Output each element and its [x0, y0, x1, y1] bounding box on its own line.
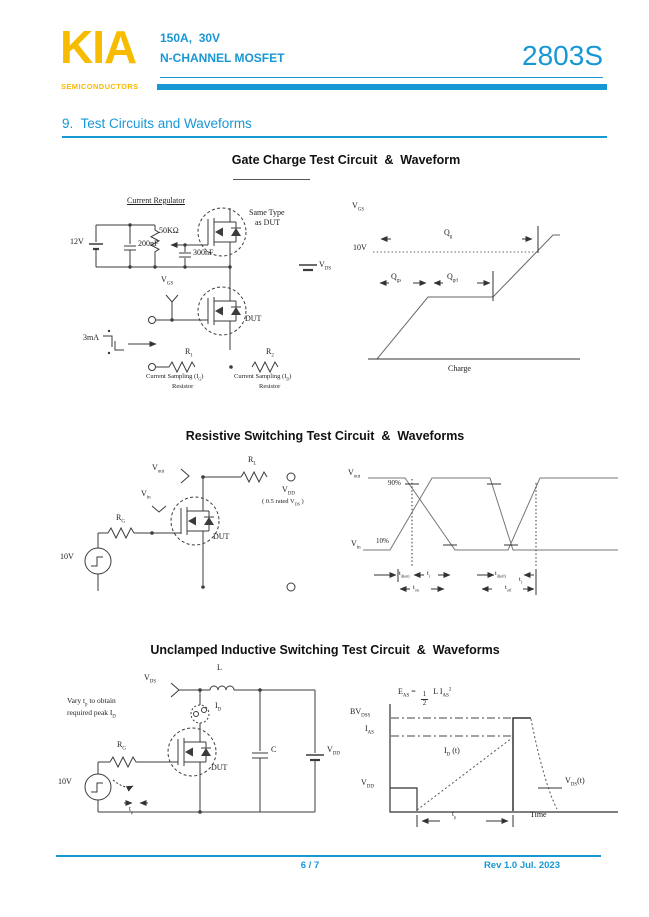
fig1-title: Gate Charge Test Circuit & Waveform	[231, 153, 461, 167]
label-bvdss: $BV_{DSS}$	[350, 707, 371, 719]
label-300nf: 300nF	[193, 248, 214, 257]
label-dut3: DUT	[211, 763, 228, 772]
label-200nf: 200nF	[138, 239, 159, 248]
label-cap-c: C	[271, 745, 277, 754]
fig3-title: Unclamped Inductive Switching Test Circuit & Waveforms	[150, 643, 500, 657]
label-tr: $t_r$	[427, 570, 431, 579]
label-toff: $t_{off}$	[505, 584, 512, 593]
label-wave1-vgs: $V_{GS}$	[352, 201, 365, 213]
label-vdd3: $V_{DD}$	[327, 745, 340, 757]
label-resistor2: Resistor	[259, 383, 281, 390]
label-current-sampling-ig: Current Sampling $(I_G)$	[146, 373, 204, 382]
label-tp-circuit: $t_p$	[129, 805, 134, 815]
label-10pct: 10%	[376, 537, 389, 545]
label-qgs: $Q_{gs}$	[391, 272, 402, 284]
label-50k: 50KΩ	[159, 226, 179, 235]
device-rating: 150A, 30V	[160, 31, 221, 45]
label-required-peak: required peak $I_D$	[67, 708, 116, 720]
label-as-dut: as DUT	[255, 218, 281, 227]
label-id-probe: $I_D$	[215, 701, 222, 713]
logo-subtitle: SEMICONDUCTORS	[61, 82, 139, 91]
page-number: 6 / 7	[300, 860, 320, 871]
label-ton: $t_{on}$	[413, 584, 419, 593]
label-dut2: DUT	[213, 532, 230, 541]
device-type: N-CHANNEL MOSFET	[160, 51, 285, 65]
label-td-on: $t_{d(on)}$	[399, 570, 410, 579]
resistive-switching-circuit	[85, 469, 295, 591]
label-dut1: DUT	[245, 314, 262, 323]
label-r2: $R_2$	[266, 347, 274, 359]
kia-logo: KIA	[60, 21, 137, 73]
label-eas-formula: $E_{AS}$ = $\frac{1}{2}$ L $I_{AS}^2$	[398, 686, 452, 707]
label-12v: 12V	[70, 237, 84, 246]
label-rg3: $R_G$	[117, 740, 126, 752]
label-10v2: 10V	[60, 552, 74, 561]
section-title: 9. Test Circuits and Waveforms	[62, 116, 252, 131]
label-vin: $V_{in}$	[141, 489, 151, 501]
label-rated-vds: ( 0.5 rated $V_{DS}$ )	[262, 498, 304, 507]
label-vdd2: $V_{DD}$	[282, 485, 295, 497]
revision: Rev 1.0 Jul. 2023	[483, 860, 560, 871]
label-td-off: $t_{d(off)}$	[495, 570, 507, 579]
gate-charge-waveform	[368, 226, 580, 359]
uis-waveform	[390, 704, 618, 827]
label-resistor1: Resistor	[172, 383, 194, 390]
label-same-type: Same Type	[249, 208, 285, 217]
label-vout: $V_{out}$	[152, 463, 165, 475]
label-wave1-10v: 10V	[353, 243, 367, 252]
fig2-title: Resistive Switching Test Circuit & Waveforms	[185, 429, 465, 443]
label-vgs: $V_{GS}$	[161, 275, 174, 287]
label-vds3: $V_{DS}$	[144, 673, 157, 685]
label-ias: $I_{AS}$	[365, 724, 375, 736]
label-qgd: $Q_{gd}$	[447, 272, 458, 284]
label-10v3: 10V	[58, 777, 72, 786]
label-rl: $R_L$	[248, 455, 257, 467]
label-wave3-vdd: $V_{DD}$	[361, 778, 374, 790]
label-qg: $Q_g$	[444, 228, 453, 240]
part-number: 2803S	[522, 40, 603, 71]
label-inductor: L	[217, 663, 222, 672]
label-3ma: 3mA	[83, 333, 99, 342]
label-vary-tp: Vary $t_p$ to obtain	[67, 696, 116, 708]
label-r1: $R_1$	[185, 347, 193, 359]
fraction-one-half: $\frac{1}{2}$	[422, 690, 427, 707]
footer-rule	[56, 855, 601, 857]
gate-charge-circuit	[89, 208, 317, 372]
label-time-axis: Time	[530, 810, 547, 819]
label-tf: $t_f$	[519, 576, 523, 585]
label-id-t: $I_D$ (t)	[444, 746, 460, 758]
label-current-sampling-id: Current Sampling $(I_D)$	[234, 373, 292, 382]
label-vds-battery: $V_{DS}$	[319, 260, 332, 272]
label-charge-axis: Charge	[448, 364, 471, 373]
label-90pct: 90%	[388, 479, 401, 487]
label-vds-t: $V_{DS}(t)$	[565, 776, 585, 788]
label-rg2: $R_G$	[116, 513, 125, 525]
label-current-regulator: Current Regulator	[127, 196, 185, 205]
label-wave2-vout: $V_{out}$	[348, 468, 361, 480]
label-wave2-vin: $V_{in}$	[351, 539, 361, 551]
label-tp-wave: $t_p$	[452, 810, 457, 820]
